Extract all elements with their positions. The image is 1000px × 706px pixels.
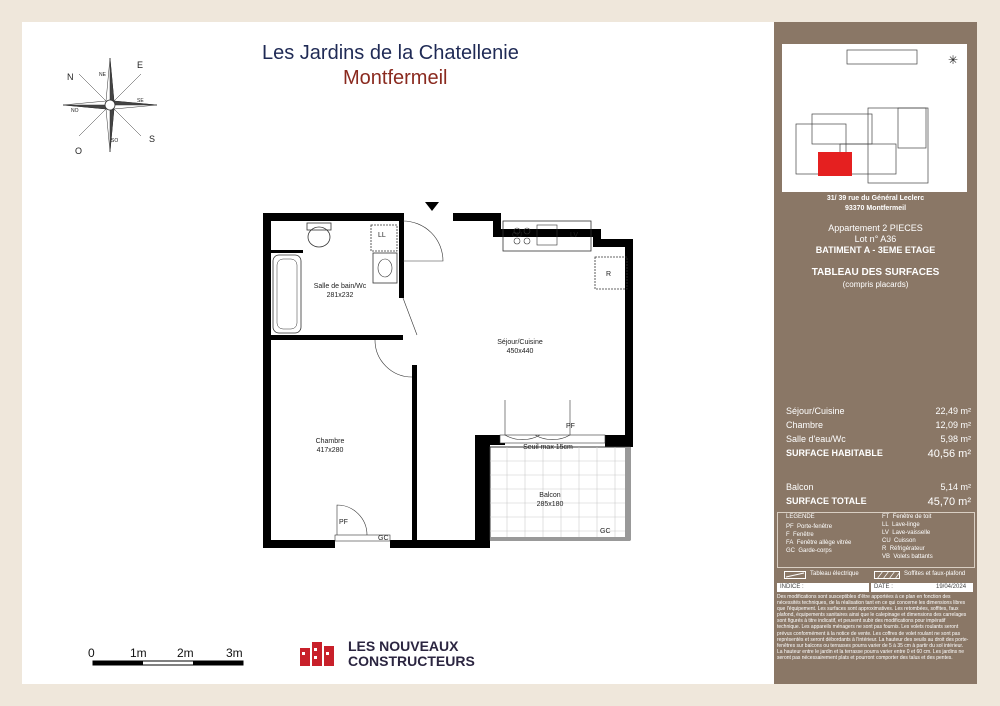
surface-row-sejour: Séjour/Cuisine 22,49 m² bbox=[786, 406, 971, 416]
key-plan bbox=[782, 44, 967, 192]
logo-line2: CONSTRUCTEURS bbox=[348, 653, 475, 669]
surface-table-title: TABLEAU DES SURFACES bbox=[811, 267, 940, 278]
legend-lv: LV Lave-vaisselle bbox=[882, 530, 931, 536]
compass-n: N bbox=[67, 72, 74, 82]
lv-label: LV bbox=[570, 232, 579, 239]
legend-cu: CU Cuisson bbox=[882, 538, 916, 544]
address-line2: 93370 Montfermeil bbox=[844, 205, 907, 212]
bathroom-label: Salle de bain/Wc 281x232 bbox=[313, 283, 367, 299]
legend-tableau: Tableau électrique bbox=[810, 571, 859, 577]
surface-row-salle-eau: Salle d'eau/Wc 5,98 m² bbox=[786, 434, 971, 444]
logo-line1: LES NOUVEAUX bbox=[348, 638, 459, 654]
scale-0: 0 bbox=[88, 646, 95, 660]
compass-e: E bbox=[137, 60, 144, 70]
scale-bar bbox=[88, 658, 248, 670]
compass-o: O bbox=[75, 146, 83, 156]
living-label: Séjour/Cuisine 450x440 bbox=[497, 339, 543, 355]
building-floor: BATIMENT A - 3EME ETAGE bbox=[815, 245, 936, 255]
surface-row-habitable: SURFACE HABITABLE 40,56 m² bbox=[786, 448, 971, 460]
indice-label: INDICE : bbox=[780, 584, 804, 590]
entry-arrow-icon bbox=[425, 202, 439, 211]
address-line1: 31/ 39 rue du Général Leclerc bbox=[826, 195, 925, 202]
electrical-panel-icon bbox=[784, 571, 806, 579]
legend-title: LEGENDE bbox=[786, 514, 815, 520]
compass-no: NO bbox=[71, 108, 79, 114]
surface-row-balcon: Balcon 5,14 m² bbox=[786, 482, 971, 492]
legend-pf: PF Porte-fenêtre bbox=[786, 524, 833, 530]
scale-3m: 3m bbox=[226, 646, 243, 660]
project-city: Montfermeil bbox=[343, 67, 448, 89]
disclaimer: Des modifications sont susceptibles d'être apportées à ce plan en fonction des nécessités techniques, de la réalisation tant en ce qui concerne les dimensions libres que l'équipement. Les surfaces sont approximatives. Les retombées, soffites, faux plafond, équipements sanitaires ainsi que le calepinage et dimensions des carrelages sont figurés à titre indicatif, et peuvent subir des modifications pour impératif technique. Les appareils ménagers ne sont pas fournis. Les volets roulants seront prévus conformément à la notice de vente. Les coffres de volet roulant ne sont pas représentés et seront débordants à l'intérieur. La hauteur des seuils au droit des porte-fenêtres sur balcons ou terrasses pourra varier de 5 à 35 cm à partir du sol intérieur. La hauteur entre le jardin et la terrasse pourra varier entre 0 et 60 cm. Les jardins ne seront pas nécessairement plats et pourront comporter des talus et des pentes. bbox=[777, 594, 969, 661]
lot-number: Lot n° A36 bbox=[854, 234, 897, 244]
compass-rose-icon bbox=[55, 50, 165, 160]
legend-r: R Réfrigérateur bbox=[882, 546, 925, 552]
scale-1m: 1m bbox=[130, 646, 147, 660]
project-title: Les Jardins de la Chatellenie bbox=[262, 42, 519, 64]
compass-s: S bbox=[149, 134, 156, 144]
gc-label-bedroom: GC bbox=[378, 535, 389, 542]
gc-label-balcony: GC bbox=[600, 528, 611, 535]
soffit-hatch-icon bbox=[874, 571, 900, 579]
bedroom-label: Chambre 417x280 bbox=[315, 438, 345, 454]
r-label: R bbox=[606, 271, 612, 278]
sill-label: Seuil max 15cm bbox=[523, 444, 573, 451]
floor-plan bbox=[255, 195, 645, 555]
date-value: 19/04/2024 bbox=[936, 584, 967, 590]
scale-2m: 2m bbox=[177, 646, 194, 660]
info-panel bbox=[774, 22, 977, 684]
legend-ll: LL Lave-linge bbox=[882, 522, 920, 528]
apartment-type: Appartement 2 PIECES bbox=[828, 223, 923, 233]
legend-fa: FA Fenêtre allège vitrée bbox=[786, 540, 852, 546]
svg-text:✳: ✳ bbox=[948, 53, 959, 67]
legend-soffites: Soffites et faux-plafond bbox=[904, 571, 966, 577]
compass-ne: NE bbox=[99, 72, 106, 78]
surface-row-chambre: Chambre 12,09 m² bbox=[786, 420, 971, 430]
surface-table-subtitle: (compris placards) bbox=[842, 280, 909, 289]
surface-row-totale: SURFACE TOTALE 45,70 m² bbox=[786, 496, 971, 508]
company-logo-icon bbox=[298, 640, 344, 668]
cu-label: CU bbox=[512, 232, 523, 239]
legend-gc: GC Garde-corps bbox=[786, 548, 832, 554]
compass-se: SE bbox=[137, 98, 144, 104]
date-label: DATE : bbox=[874, 584, 893, 590]
compass-so: SO bbox=[111, 138, 119, 144]
pf-label-bedroom: PF bbox=[339, 519, 348, 526]
ll-label: LL bbox=[378, 232, 386, 239]
legend-vb: VB Volets battants bbox=[882, 554, 933, 560]
legend-f: F Fenêtre bbox=[786, 532, 814, 538]
legend-ft: FT Fenêtre de toit bbox=[882, 514, 932, 520]
balcony-label: Balcon 285x180 bbox=[536, 492, 564, 508]
pf-label-living: PF bbox=[566, 423, 575, 430]
